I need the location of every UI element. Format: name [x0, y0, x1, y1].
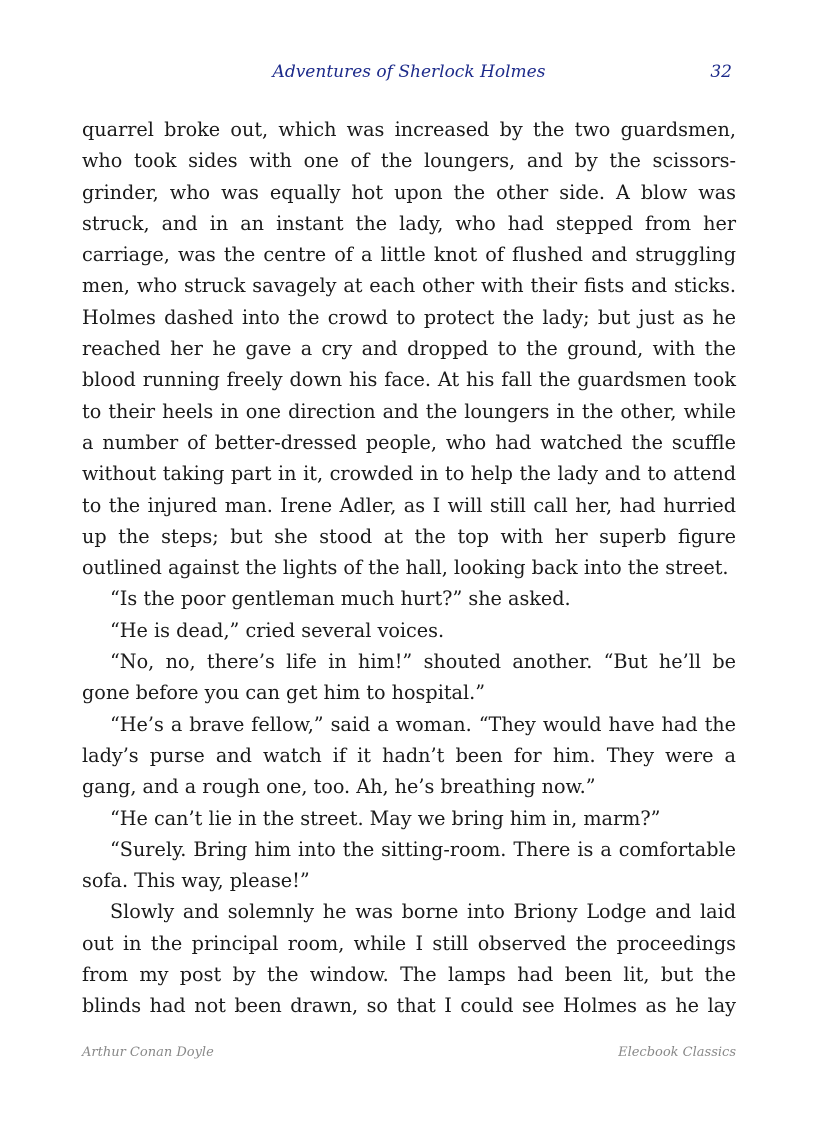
page-number: 32: [710, 62, 732, 82]
paragraph-5: “He’s a brave fellow,” said a woman. “They would have had the lady’s purse and watch if it hadn’t been for him. They were a gang, and a rough one, too. Ah, he’s breathing now.”: [82, 712, 736, 799]
footer-author: Arthur Conan Doyle: [82, 1045, 214, 1060]
paragraph-8: Slowly and solemnly he was borne into Briony Lodge and laid out in the principal room, while I still observed the proceedings from my post by the window. The lamps had been lit, but the blinds had not been drawn, so that I could see Holmes as he lay: [82, 900, 736, 1018]
paragraph-3: “He is dead,” cried several voices.: [110, 618, 445, 642]
paragraph-1: quarrel broke out, which was increased by the two guardsmen, who took sides with one of the loungers, and by the scissors-grinder, who was equally hot upon the other side. A blow was struck, and in an instant the lady, who had stepped from her carriage, was the centre of a little knot of flushed and struggling men, who struck savagely at each other with their fists and sticks. Holmes dashed into the crowd to protect the lady; but just as he reached her he gave a cry and dropped to the ground, with the blood running freely down his face. At his fall the guardsmen took to their heels in one direction and the loungers in the other, while a number of better-dressed people, who had watched the scuffle without taking part in it, crowded in to help the lady and to attend to the injured man. Irene Adler, as I will still call her, had hurried up the steps; but she stood at the top with her superb figure outlined against the lights of the hall, looking back into the street.: [82, 118, 736, 580]
paragraph-2: “Is the poor gentleman much hurt?” she asked.: [110, 587, 571, 611]
paragraph-6: “He can’t lie in the street. May we bring him in, marm?”: [110, 806, 661, 830]
page-body: [82, 114, 736, 1022]
paragraph-4: “No, no, there’s life in him!” shouted another. “But he’ll be gone before you can get him to hospital.”: [82, 650, 736, 705]
book-title: Adventures of Sherlock Holmes: [272, 62, 546, 82]
running-header: [82, 62, 736, 90]
paragraph-7: “Surely. Bring him into the sitting-room. There is a comfortable sofa. This way, please!”: [82, 837, 736, 893]
running-footer: [82, 1045, 736, 1065]
footer-publisher: Elecbook Classics: [618, 1045, 736, 1060]
